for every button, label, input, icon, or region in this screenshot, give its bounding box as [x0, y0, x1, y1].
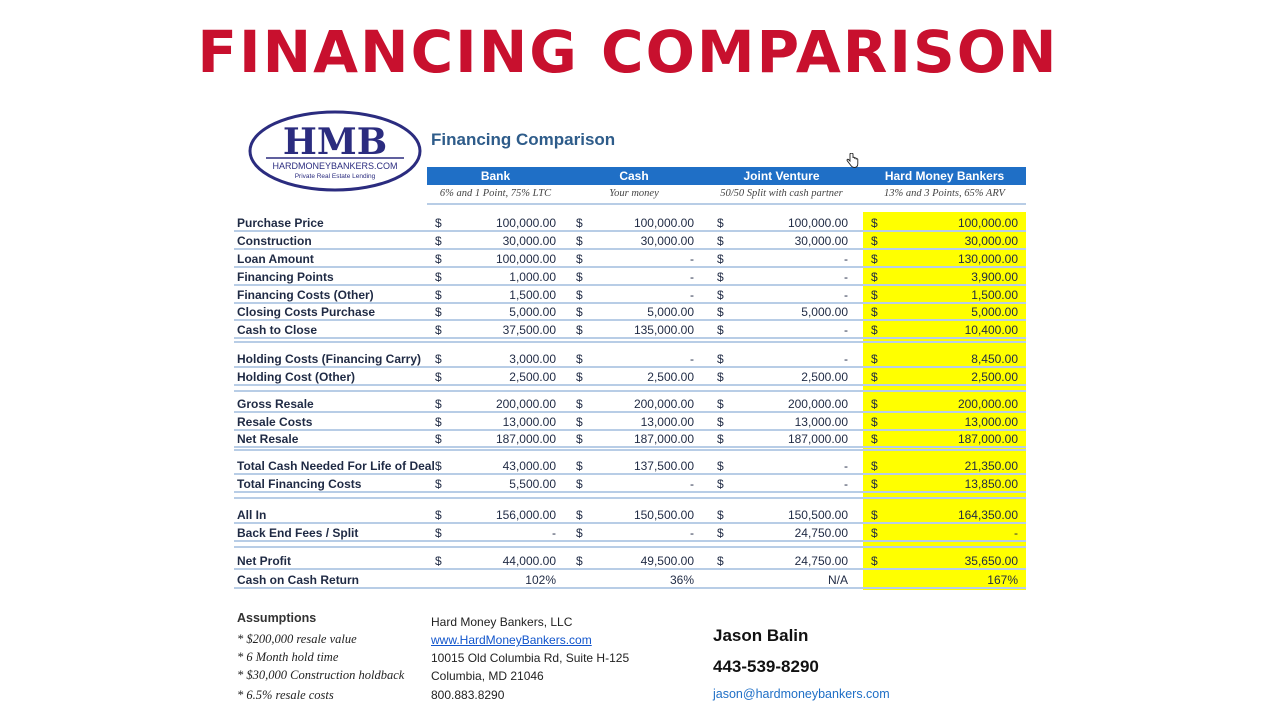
currency-symbol: $	[576, 288, 583, 302]
company-website-link[interactable]: www.HardMoneyBankers.com	[431, 633, 592, 647]
currency-symbol: $	[871, 526, 878, 540]
currency-symbol: $	[717, 554, 724, 568]
cell-value: 5,000.00	[509, 305, 556, 319]
currency-symbol: $	[717, 352, 724, 366]
currency-symbol: $	[576, 234, 583, 248]
cell-value: -	[690, 270, 694, 284]
currency-symbol: $	[435, 526, 442, 540]
cell-value: 3,000.00	[509, 352, 556, 366]
currency-symbol: $	[717, 370, 724, 384]
logo-line1: HARDMONEYBANKERS.COM	[272, 161, 398, 171]
table-row	[234, 396, 1026, 413]
cell-value: 187,000.00	[957, 432, 1018, 446]
contact-phone: 443-539-8290	[713, 657, 819, 676]
currency-symbol: $	[435, 415, 442, 429]
page-title: FINANCING COMPARISON	[197, 18, 1059, 86]
cell-value: 164,350.00	[957, 508, 1018, 522]
currency-symbol: $	[435, 288, 442, 302]
section-separator	[234, 390, 1026, 392]
currency-symbol: $	[717, 305, 724, 319]
row-label: Back End Fees / Split	[237, 526, 359, 540]
table-row	[234, 431, 1026, 448]
hand-cursor-icon	[845, 153, 859, 169]
currency-symbol: $	[576, 305, 583, 319]
currency-symbol: $	[435, 370, 442, 384]
table-row	[234, 369, 1026, 386]
cell-value: 150,500.00	[787, 508, 848, 522]
row-label: Cash on Cash Return	[237, 573, 360, 587]
cell-value: -	[552, 526, 556, 540]
cell-value: 24,750.00	[794, 526, 848, 540]
currency-symbol: $	[717, 508, 724, 522]
column-header-joint-venture: Joint Venture	[743, 169, 820, 183]
currency-symbol: $	[576, 432, 583, 446]
cell-value: -	[844, 352, 848, 366]
cell-value: 37,500.00	[502, 323, 556, 337]
cell-value: 13,850.00	[964, 477, 1018, 491]
cell-value: N/A	[827, 573, 848, 587]
currency-symbol: $	[576, 477, 583, 491]
hmb-logo	[248, 110, 422, 192]
currency-symbol: $	[717, 323, 724, 337]
table-row	[234, 553, 1026, 570]
currency-symbol: $	[576, 323, 583, 337]
row-label: Gross Resale	[237, 397, 314, 411]
currency-symbol: $	[871, 397, 878, 411]
company-phone: 800.883.8290	[431, 688, 505, 702]
row-label: Resale Costs	[237, 415, 313, 429]
currency-symbol: $	[717, 397, 724, 411]
row-label: Financing Points	[237, 270, 334, 284]
cell-value: 8,450.00	[971, 352, 1018, 366]
cell-value: 200,000.00	[957, 397, 1018, 411]
cell-value: 35,650.00	[964, 554, 1018, 568]
currency-symbol: $	[871, 270, 878, 284]
row-label: Holding Cost (Other)	[237, 370, 355, 384]
currency-symbol: $	[717, 477, 724, 491]
cell-value: 167%	[987, 573, 1018, 587]
table-row	[234, 304, 1026, 321]
table-row	[234, 572, 1026, 589]
cell-value: 135,000.00	[633, 323, 694, 337]
cell-value: -	[690, 477, 694, 491]
header-rule	[427, 203, 1026, 205]
cell-value: -	[844, 323, 848, 337]
cell-value: 100,000.00	[957, 216, 1018, 230]
cell-value: 130,000.00	[957, 252, 1018, 266]
currency-symbol: $	[871, 234, 878, 248]
currency-symbol: $	[871, 477, 878, 491]
row-label: Purchase Price	[237, 216, 324, 230]
cell-value: 36%	[669, 573, 694, 587]
row-label: Total Financing Costs	[237, 477, 362, 491]
cell-value: 43,000.00	[502, 459, 556, 473]
cell-value: 30,000.00	[502, 234, 556, 248]
currency-symbol: $	[871, 370, 878, 384]
section-separator	[234, 497, 1026, 499]
cell-value: 2,500.00	[801, 370, 848, 384]
cell-value: 30,000.00	[794, 234, 848, 248]
currency-symbol: $	[435, 477, 442, 491]
currency-symbol: $	[576, 415, 583, 429]
cell-value: 13,000.00	[640, 415, 694, 429]
currency-symbol: $	[435, 554, 442, 568]
cell-value: 150,500.00	[633, 508, 694, 522]
currency-symbol: $	[717, 234, 724, 248]
cell-value: 24,750.00	[794, 554, 848, 568]
currency-symbol: $	[435, 323, 442, 337]
cell-value: 200,000.00	[495, 397, 556, 411]
cell-value: 5,000.00	[971, 305, 1018, 319]
currency-symbol: $	[576, 352, 583, 366]
currency-symbol: $	[871, 252, 878, 266]
table-row	[234, 251, 1026, 268]
row-label: Construction	[237, 234, 312, 248]
cell-value: 137,500.00	[633, 459, 694, 473]
column-header-bank: Bank	[480, 169, 511, 183]
currency-symbol: $	[576, 459, 583, 473]
row-label: Financing Costs (Other)	[237, 288, 374, 302]
company-name: Hard Money Bankers, LLC	[431, 615, 573, 629]
currency-symbol: $	[576, 270, 583, 284]
column-sub-bank: 6% and 1 Point, 75% LTC	[439, 188, 552, 199]
currency-symbol: $	[435, 252, 442, 266]
currency-symbol: $	[435, 352, 442, 366]
currency-symbol: $	[576, 216, 583, 230]
column-sub-cash: Your money	[609, 188, 659, 199]
currency-symbol: $	[717, 415, 724, 429]
table-row	[234, 215, 1026, 232]
assumption-item: * $30,000 Construction holdback	[237, 668, 405, 682]
row-label: Holding Costs (Financing Carry)	[237, 352, 422, 366]
cell-value: 10,400.00	[964, 323, 1018, 337]
contact-name: Jason Balin	[713, 626, 809, 645]
section-separator	[234, 341, 1026, 343]
cell-value: 100,000.00	[787, 216, 848, 230]
row-label: Net Resale	[237, 432, 299, 446]
currency-symbol: $	[435, 397, 442, 411]
currency-symbol: $	[717, 526, 724, 540]
assumption-item: * 6 Month hold time	[237, 650, 339, 664]
sheet-title: Financing Comparison	[431, 130, 616, 149]
cell-value: 2,500.00	[509, 370, 556, 384]
cell-value: 13,000.00	[502, 415, 556, 429]
currency-symbol: $	[717, 459, 724, 473]
cell-value: 30,000.00	[964, 234, 1018, 248]
cell-value: -	[844, 288, 848, 302]
cell-value: 100,000.00	[495, 216, 556, 230]
assumption-item: * $200,000 resale value	[237, 632, 357, 646]
currency-symbol: $	[435, 234, 442, 248]
cell-value: 30,000.00	[640, 234, 694, 248]
cell-value: 5,000.00	[801, 305, 848, 319]
currency-symbol: $	[871, 305, 878, 319]
cell-value: 21,350.00	[964, 459, 1018, 473]
assumptions-title: Assumptions	[237, 611, 317, 625]
cell-value: -	[1014, 526, 1018, 540]
cell-value: 200,000.00	[633, 397, 694, 411]
company-address-line1: 10015 Old Columbia Rd, Suite H-125	[431, 651, 630, 665]
currency-symbol: $	[871, 432, 878, 446]
cell-value: -	[844, 459, 848, 473]
cell-value: -	[844, 477, 848, 491]
cell-value: 13,000.00	[794, 415, 848, 429]
currency-symbol: $	[717, 216, 724, 230]
currency-symbol: $	[576, 554, 583, 568]
currency-symbol: $	[576, 397, 583, 411]
cell-value: 100,000.00	[495, 252, 556, 266]
table-row	[234, 458, 1026, 475]
row-label: Closing Costs Purchase	[237, 305, 376, 319]
currency-symbol: $	[435, 270, 442, 284]
currency-symbol: $	[871, 323, 878, 337]
cell-value: 5,500.00	[509, 477, 556, 491]
currency-symbol: $	[576, 252, 583, 266]
currency-symbol: $	[871, 554, 878, 568]
currency-symbol: $	[871, 459, 878, 473]
cell-value: 2,500.00	[647, 370, 694, 384]
cell-value: -	[690, 352, 694, 366]
currency-symbol: $	[435, 305, 442, 319]
cell-value: 3,900.00	[971, 270, 1018, 284]
logo-text: HMB	[282, 121, 388, 163]
assumption-item: * 6.5% resale costs	[237, 688, 334, 702]
cell-value: -	[844, 270, 848, 284]
currency-symbol: $	[435, 459, 442, 473]
column-sub-hard-money: 13% and 3 Points, 65% ARV	[884, 188, 1005, 199]
row-label: All In	[237, 508, 267, 522]
currency-symbol: $	[871, 352, 878, 366]
currency-symbol: $	[576, 370, 583, 384]
cell-value: -	[690, 252, 694, 266]
currency-symbol: $	[871, 415, 878, 429]
currency-symbol: $	[717, 288, 724, 302]
cell-value: 187,000.00	[633, 432, 694, 446]
cell-value: 13,000.00	[964, 415, 1018, 429]
row-label: Loan Amount	[237, 252, 314, 266]
cell-value: 49,500.00	[640, 554, 694, 568]
cell-value: 187,000.00	[787, 432, 848, 446]
cell-value: 187,000.00	[495, 432, 556, 446]
currency-symbol: $	[717, 432, 724, 446]
currency-symbol: $	[435, 432, 442, 446]
currency-symbol: $	[871, 508, 878, 522]
company-address-line2: Columbia, MD 21046	[431, 669, 544, 683]
table-row	[234, 414, 1026, 431]
cell-value: 1,500.00	[509, 288, 556, 302]
cell-value: 102%	[525, 573, 556, 587]
currency-symbol: $	[576, 526, 583, 540]
cell-value: -	[690, 526, 694, 540]
table-row	[234, 351, 1026, 368]
currency-symbol: $	[871, 288, 878, 302]
column-header-hard-money: Hard Money Bankers	[884, 169, 1005, 183]
row-label: Total Cash Needed For Life of Deal	[237, 459, 435, 473]
row-label: Net Profit	[237, 554, 291, 568]
cell-value: 156,000.00	[495, 508, 556, 522]
cell-value: -	[844, 252, 848, 266]
table-row	[234, 525, 1026, 542]
contact-email-link[interactable]: jason@hardmoneybankers.com	[713, 687, 890, 701]
table-row	[234, 233, 1026, 250]
cell-value: 1,000.00	[509, 270, 556, 284]
currency-symbol: $	[576, 508, 583, 522]
table-row	[234, 476, 1026, 493]
cell-value: 5,000.00	[647, 305, 694, 319]
column-header-cash: Cash	[619, 169, 649, 183]
table-row	[234, 507, 1026, 524]
currency-symbol: $	[717, 252, 724, 266]
row-label: Cash to Close	[237, 323, 318, 337]
table-row	[234, 322, 1026, 339]
table-row	[234, 287, 1026, 304]
cell-value: 44,000.00	[502, 554, 556, 568]
currency-symbol: $	[435, 508, 442, 522]
table-row	[234, 269, 1026, 286]
cell-value: 2,500.00	[971, 370, 1018, 384]
section-separator	[234, 546, 1026, 548]
currency-symbol: $	[871, 216, 878, 230]
cell-value: 1,500.00	[971, 288, 1018, 302]
cell-value: 100,000.00	[633, 216, 694, 230]
currency-symbol: $	[435, 216, 442, 230]
currency-symbol: $	[717, 270, 724, 284]
section-separator	[234, 449, 1026, 451]
column-sub-joint-venture: 50/50 Split with cash partner	[720, 188, 843, 199]
logo-line2: Private Real Estate Lending	[294, 173, 376, 180]
cell-value: -	[690, 288, 694, 302]
cell-value: 200,000.00	[787, 397, 848, 411]
